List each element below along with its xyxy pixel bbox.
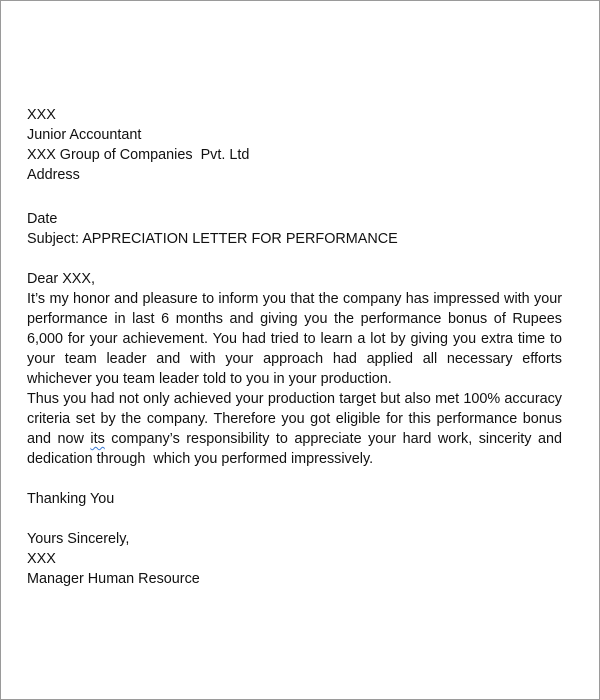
spacer (27, 249, 562, 269)
letter-subject: Subject: APPRECIATION LETTER FOR PERFORMANCE (27, 231, 398, 247)
recipient-company: XXX Group of Companies Pvt. Ltd (27, 147, 250, 163)
body-paragraph-2 (27, 389, 566, 469)
paragraph-2-start: Thus you had not only achieved your production target but also met 100% accuracy criteria set by the company. Therefore you got eligible for this performance bonus and now (27, 391, 562, 447)
salutation: Dear XXX, (27, 271, 95, 287)
closing-thanks: Thanking You (27, 491, 115, 507)
spellcheck-flagged-word: its (90, 431, 105, 447)
spacer (27, 185, 562, 209)
letter-content (27, 105, 566, 589)
body-paragraph-1: It’s my honor and pleasure to inform you that the company has impressed with your performance in last 6 months and giving you the performance bonus of Rupees 6,000 for your achievement. You had tried to learn a lot by giving you extra time to your team leader and with your approach had applied all necessary efforts whichever you team leader told to you in your production. (27, 291, 562, 387)
recipient-address: Address (27, 167, 80, 183)
letter-date: Date (27, 211, 58, 227)
spacer (27, 469, 562, 489)
sender-name: XXX (27, 551, 56, 567)
recipient-title: Junior Accountant (27, 127, 142, 143)
spacer (27, 509, 562, 529)
closing-valediction: Yours Sincerely, (27, 531, 130, 547)
sender-title: Manager Human Resource (27, 571, 200, 587)
recipient-name: XXX (27, 107, 56, 123)
paragraph-2-end: company’s responsibility to appreciate your hard work, sincerity and dedication through which you performed impressively. (27, 431, 566, 467)
